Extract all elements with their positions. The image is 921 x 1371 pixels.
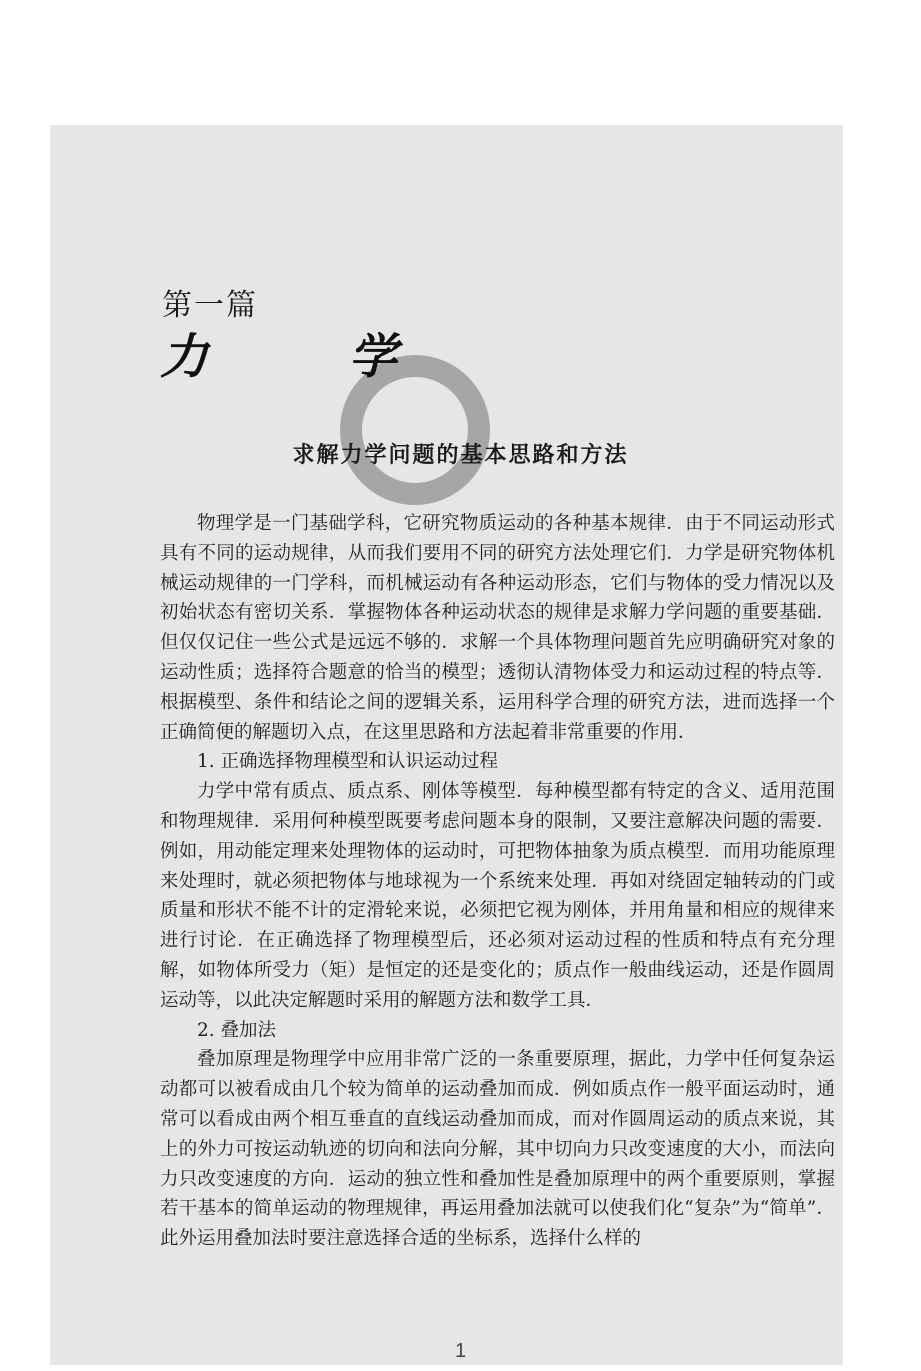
section-heading: 求解力学问题的基本思路和方法 (292, 443, 629, 468)
paragraph-intro: 物理学是一门基础学科，它研究物质运动的各种基本规律．由于不同运动形式具有不同的运动规律，从而我们要用不同的研究方法处理它们．力学是研究物体机械运动规律的一门学科，而机械运动有各种运动形态，它们与物体的受力情况以及初始状态有密切关系．掌握物体各种运动状态的规律是求解力学问题的重要基础．但仅仅记住一些公式是远远不够的．求解一个具体物理问题首先应明确研究对象的运动性质；选择符合题意的恰当的模型；透彻认清物体受力和运动过程的特点等．根据模型、条件和结论之间的逻辑关系，运用科学合理的研究方法，进而选择一个正确简便的解题切入点，在这里思路和方法起着非常重要的作用． (160, 513, 835, 743)
page-number: 1 (455, 1340, 467, 1362)
subheading-superposition: 2. 叠加法 (197, 1019, 277, 1041)
part-label: 第一篇 (162, 288, 258, 323)
part-title: 力 学 (160, 329, 459, 385)
subheading-model: 1. 正确选择物理模型和认识运动过程 (197, 751, 499, 773)
body-text (160, 509, 835, 1254)
paragraph-model: 力学中常有质点、质点系、刚体等模型．每种模型都有特定的含义、适用范围和物理规律．采用何种模型既要考虑问题本身的限制，又要注意解决问题的需要．例如，用动能定理来处理物体的运动时，可把物体抽象为质点模型．而用功能原理来处理时，就必须把物体与地球视为一个系统来处理．再如对绕固定轴转动的门或质量和形状不能不计的定滑轮来说，必须把它视为刚体，并用角量和相应的规律来进行讨论．在正确选择了物理模型后，还必须对运动过程的性质和特点有充分理解，如物体所受力（矩）是恒定的还是变化的；质点作一般曲线运动，还是作圆周运动等，以此决定解题时采用的解题方法和数学工具． (160, 781, 835, 1011)
paragraph-superposition: 叠加原理是物理学中应用非常广泛的一条重要原理，据此，力学中任何复杂运动都可以被看成由几个较为简单的运动叠加而成．例如质点作一般平面运动时，通常可以看成由两个相互垂直的直线运动叠加而成，而对作圆周运动的质点来说，其上的外力可按运动轨迹的切向和法向分解，其中切向力只改变速度的大小，而法向力只改变速度的方向．运动的独立性和叠加性是叠加原理中的两个重要原则，掌握若干基本的简单运动的物理规律，再运用叠加法就可以使我们化“复杂”为“简单”．此外运用叠加法时要注意选择合适的坐标系，选择什么样的 (160, 1049, 835, 1250)
